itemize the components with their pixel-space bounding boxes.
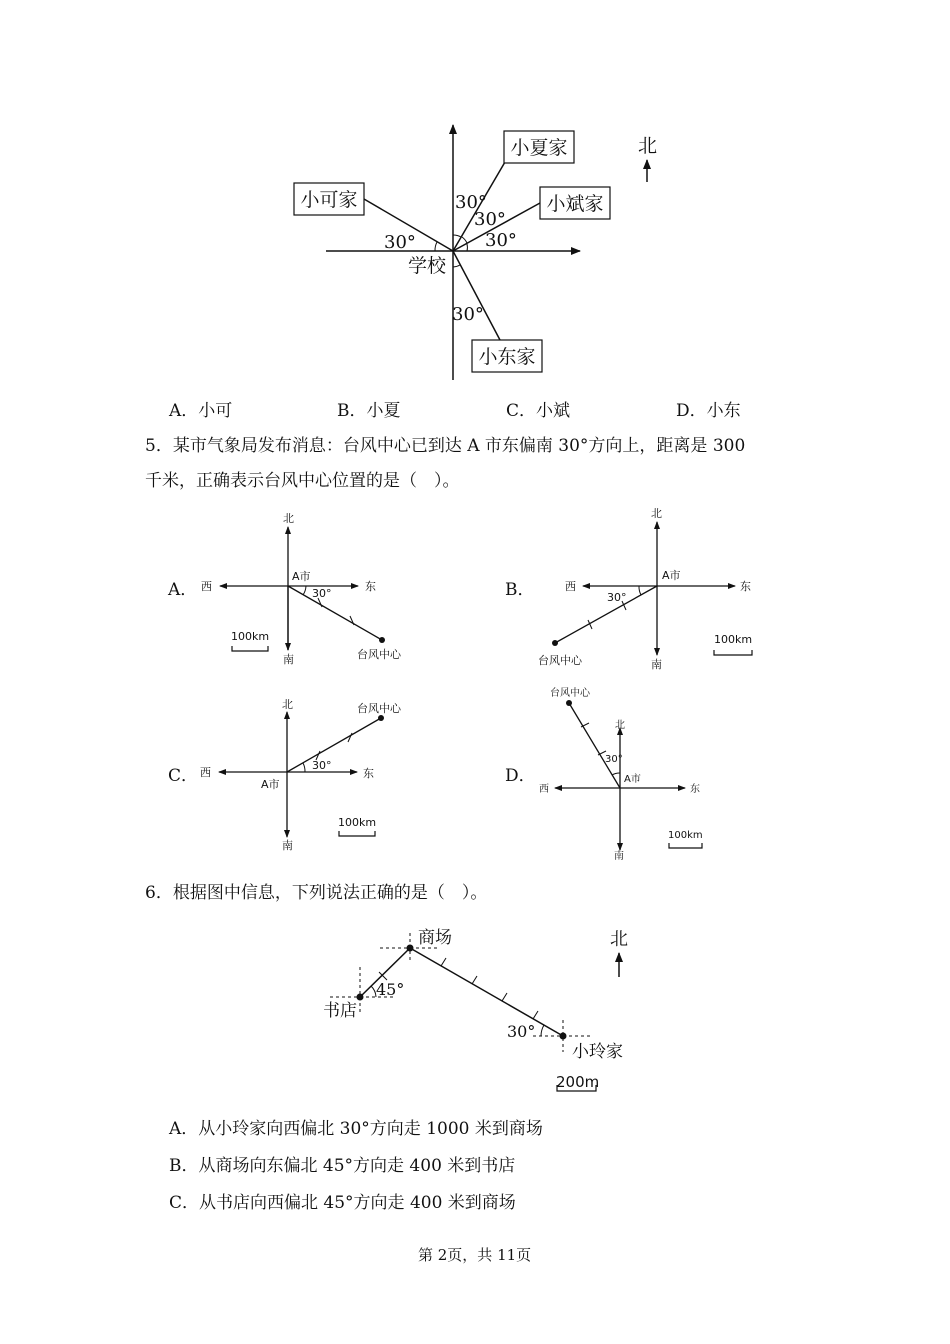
q5-diagram-a [167, 512, 402, 666]
option-letter: B． [505, 580, 535, 600]
label-mall: 商场 [418, 928, 452, 948]
q4-option-a[interactable]: A．小可 [169, 401, 233, 421]
angle-label: 30° [474, 209, 506, 230]
north-label: 北 [610, 929, 628, 950]
svg-text:南: 南 [614, 851, 624, 862]
north-label: 北 [638, 135, 658, 157]
label-xiaodong: 小东家 [478, 346, 536, 368]
svg-text:30°: 30° [605, 754, 623, 765]
svg-text:南: 南 [651, 658, 662, 671]
label-xiaobin: 小斌家 [546, 193, 604, 215]
label-bookstore: 书店 [323, 1001, 357, 1021]
q5-stem-line2: 千米，正确表示台风中心位置的是（ ）。 [145, 471, 460, 491]
svg-text:东: 东 [365, 580, 376, 593]
direction-figure-school [0, 0, 950, 390]
angle-label: 30° [452, 304, 484, 325]
label-school: 学校 [408, 255, 447, 277]
angle-label: 30° [455, 192, 487, 213]
svg-text:西: 西 [200, 766, 211, 779]
svg-text:A市: A市 [261, 778, 280, 791]
svg-text:南: 南 [282, 839, 293, 852]
svg-text:西: 西 [201, 580, 212, 593]
angle-45: 45° [376, 980, 405, 999]
svg-text:北: 北 [615, 720, 625, 731]
q6-stem: 6．根据图中信息，下列说法正确的是（ ）。 [145, 883, 488, 903]
svg-text:A市: A市 [662, 569, 681, 582]
svg-text:东: 东 [363, 767, 374, 780]
label-xiake: 小可家 [300, 189, 358, 211]
svg-text:100km: 100km [668, 830, 703, 841]
q4-option-b[interactable]: B．小夏 [337, 401, 401, 421]
q5-diagram-c [168, 698, 402, 852]
svg-text:100km: 100km [231, 630, 270, 643]
q6-option-a[interactable]: A．从小玲家向西偏北 30°方向走 1000 米到商场 [169, 1119, 543, 1139]
option-letter: C． [168, 766, 199, 786]
q5-diagram-d [505, 686, 703, 862]
option-letter: A． [168, 580, 198, 600]
q6-option-c[interactable]: C．从书店向西偏北 45°方向走 400 米到商场 [169, 1193, 516, 1213]
svg-text:西: 西 [565, 580, 576, 593]
svg-text:东: 东 [690, 784, 700, 795]
svg-text:北: 北 [651, 507, 662, 520]
svg-text:100km: 100km [714, 633, 753, 646]
svg-text:30°: 30° [312, 587, 332, 600]
svg-text:北: 北 [283, 512, 294, 525]
svg-text:A市: A市 [292, 570, 311, 583]
svg-text:100km: 100km [338, 816, 377, 829]
svg-text:台风中心: 台风中心 [357, 648, 401, 661]
angle-30: 30° [507, 1022, 536, 1041]
q4-option-d[interactable]: D．小东 [676, 401, 741, 421]
angle-label: 30° [384, 232, 416, 253]
ray-xiaodong [453, 251, 500, 340]
svg-text:台风中心: 台风中心 [357, 702, 401, 715]
q5-diagrams [0, 500, 950, 870]
scale-label: 200m [556, 1073, 600, 1091]
svg-text:台风中心: 台风中心 [550, 688, 590, 699]
q5-stem-line1: 5．某市气象局发布消息：台风中心已到达 A 市东偏南 30°方向上，距离是 300 [145, 436, 746, 456]
svg-text:30°: 30° [312, 759, 332, 772]
page-footer: 第 2页，共 11页 [418, 1246, 532, 1264]
q6-diagram [0, 915, 950, 1095]
svg-text:30°: 30° [607, 591, 627, 604]
label-xiaxia: 小夏家 [510, 137, 568, 159]
svg-text:北: 北 [282, 698, 293, 711]
option-letter: D． [505, 766, 536, 786]
label-home: 小玲家 [572, 1042, 623, 1062]
svg-text:A市: A市 [624, 774, 641, 785]
svg-text:东: 东 [740, 580, 751, 593]
svg-text:西: 西 [539, 784, 549, 795]
angle-label: 30° [485, 230, 517, 251]
q6-option-b[interactable]: B．从商场向东偏北 45°方向走 400 米到书店 [169, 1156, 516, 1176]
q5-diagram-b [505, 507, 752, 671]
q4-option-c[interactable]: C．小斌 [506, 401, 571, 421]
svg-text:南: 南 [283, 653, 294, 666]
svg-text:台风中心: 台风中心 [538, 654, 582, 667]
